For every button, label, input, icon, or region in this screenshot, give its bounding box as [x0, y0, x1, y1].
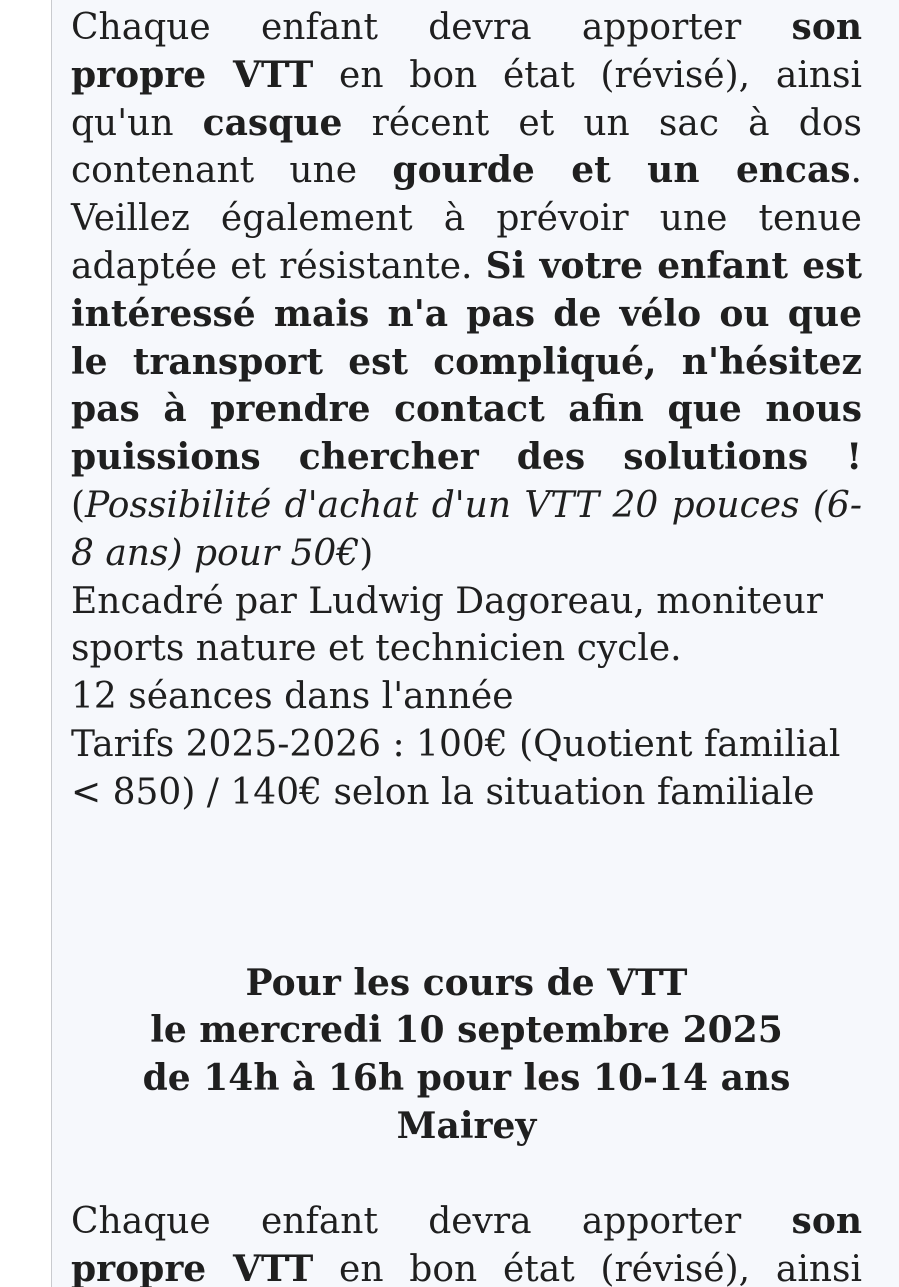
instructor-line: Encadré par Ludwig Dagoreau, moniteur [71, 580, 823, 622]
text-line: Chaque enfant devra apporter son [71, 6, 862, 48]
heading-line: Mairey [396, 1104, 537, 1147]
text-line: propre VTT en bon état (révisé), ainsi [71, 53, 863, 96]
text-line: pas à prendre contact afin que nous [71, 388, 862, 431]
text-line: puissions chercher des solutions ! [71, 436, 862, 479]
pricing-line-2: < 850) / 140€ selon la situation familiale [71, 771, 815, 813]
text-line: le transport est compliqué, n'hésitez [71, 340, 862, 383]
article-content [71, 0, 862, 1287]
pricing-line: Tarifs 2025-2026 : 100€ (Quotient familial [71, 723, 841, 765]
text-line: propre VTT en bon état (révisé), ainsi [71, 1247, 863, 1287]
instructor-line-2: sports nature et technicien cycle. [71, 628, 682, 670]
text-line: (Possibilité d'achat d'un VTT 20 pouces (6- [71, 484, 862, 526]
text-line: contenant une gourde et un encas. [71, 149, 862, 192]
vtt-paragraph-2 [71, 1198, 862, 1287]
vtt-paragraph-1 [71, 4, 862, 817]
sessions-line: 12 séances dans l'année [71, 676, 514, 718]
text-line: 8 ans) pour 50€) [71, 532, 374, 574]
text-line: intéressé mais n'a pas de vélo ou que [71, 292, 862, 335]
text-line: adaptée et résistante. Si votre enfant est [71, 244, 863, 287]
text-line: qu'un casque récent et un sac à dos [71, 101, 862, 144]
page-panel [51, 0, 899, 1287]
heading-line: de 14h à 16h pour les 10-14 ans [142, 1057, 791, 1100]
heading-line: Pour les cours de VTT [245, 961, 688, 1004]
session-heading [71, 960, 862, 1151]
text-line: Chaque enfant devra apporter son [71, 1199, 862, 1242]
text-line: Veillez également à prévoir une tenue [71, 198, 862, 240]
heading-line: le mercredi 10 septembre 2025 [150, 1009, 783, 1052]
